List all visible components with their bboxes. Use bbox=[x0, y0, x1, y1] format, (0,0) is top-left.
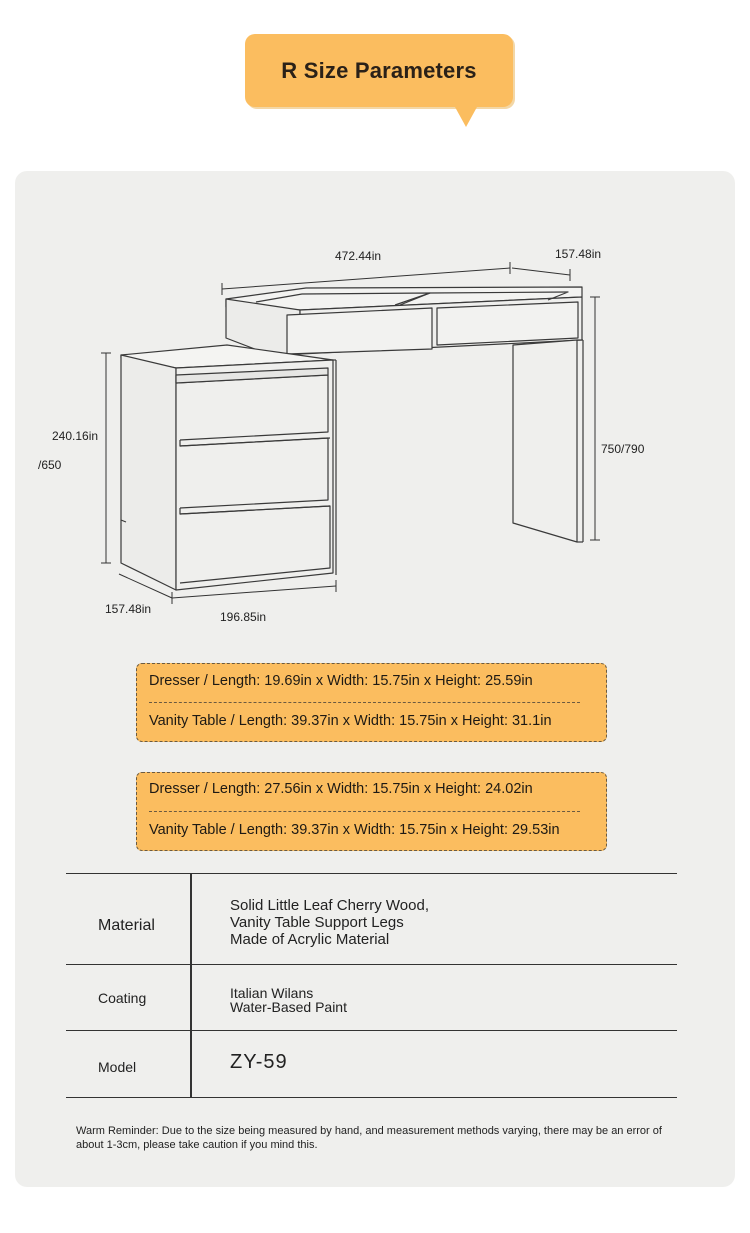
coating-line: Water-Based Paint bbox=[230, 999, 347, 1015]
coating-value bbox=[230, 986, 347, 1014]
material-label: Material bbox=[98, 917, 155, 934]
warm-reminder: Warm Reminder: Due to the size being measured by hand, and measurement methods varying, there may be an error of about 1-3cm, please take caution if you mind this. bbox=[76, 1125, 662, 1151]
right-height-label: 750/790 bbox=[601, 442, 645, 456]
page-title: R Size Parameters bbox=[281, 57, 477, 83]
vanity-size: Vanity Table / Length: 39.37in x Width: 15.75in x Height: 31.1in bbox=[149, 713, 552, 729]
size-divider bbox=[149, 811, 580, 812]
size-box-2 bbox=[136, 772, 607, 851]
vanity-size: Vanity Table / Length: 39.37in x Width: 15.75in x Height: 29.53in bbox=[149, 822, 560, 838]
left-height-label: 240.16in bbox=[52, 429, 99, 443]
bottom-width-label: 196.85in bbox=[220, 610, 267, 624]
material-value bbox=[230, 897, 429, 948]
top-length-label: 472.44in bbox=[335, 249, 382, 263]
dresser-size: Dresser / Length: 27.56in x Width: 15.75in x Height: 24.02in bbox=[149, 781, 533, 797]
material-line: Made of Acrylic Material bbox=[230, 931, 390, 948]
coating-line: Italian Wilans bbox=[230, 985, 314, 1001]
model-value: ZY-59 bbox=[230, 1051, 288, 1073]
material-line: Vanity Table Support Legs bbox=[230, 914, 404, 931]
bottom-depth-label: 157.48in bbox=[105, 602, 152, 616]
coating-label: Coating bbox=[98, 990, 147, 1006]
model-label: Model bbox=[98, 1059, 137, 1075]
spec-row-model bbox=[66, 1030, 677, 1031]
material-line: Solid Little Leaf Cherry Wood, bbox=[230, 897, 429, 914]
spec-table-bottom bbox=[66, 1097, 677, 1098]
spec-row-material bbox=[66, 873, 677, 874]
size-divider bbox=[149, 702, 580, 703]
spec-column-divider bbox=[190, 873, 192, 1097]
dresser-size: Dresser / Length: 19.69in x Width: 15.75in x Height: 25.59in bbox=[149, 673, 533, 689]
size-box-1 bbox=[136, 663, 607, 742]
left-height-alt-label: /650 bbox=[38, 458, 62, 472]
spec-row-coating bbox=[66, 964, 677, 965]
top-depth-label: 157.48in bbox=[555, 247, 602, 261]
